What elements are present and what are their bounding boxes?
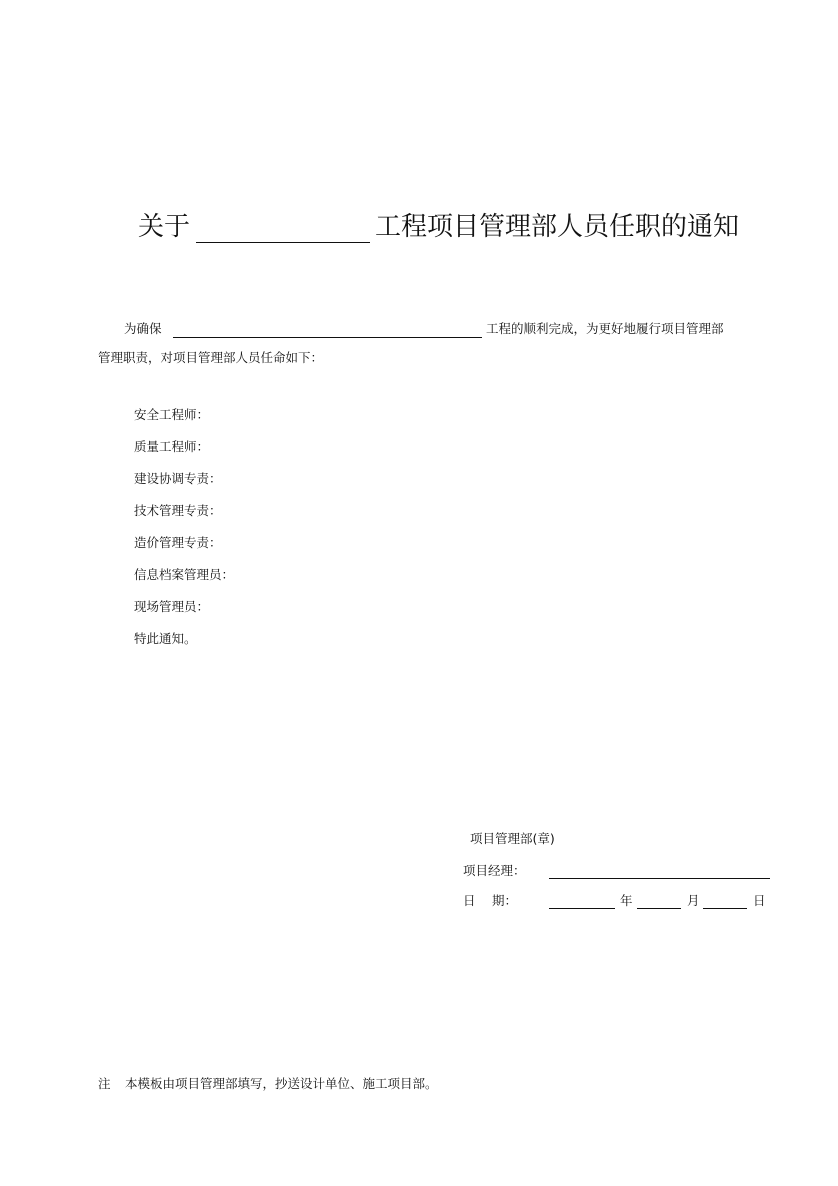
manager-label: 项目经理：	[463, 863, 526, 878]
day-blank[interactable]	[703, 908, 747, 909]
date-label: 日 期：	[463, 893, 517, 908]
role-cost: 造价管理专责：	[134, 535, 222, 550]
intro-project-blank[interactable]	[173, 337, 482, 338]
role-safety: 安全工程师：	[134, 407, 210, 422]
role-quality: 质量工程师：	[134, 439, 210, 454]
note-text: 本模板由项目管理部填写，抄送设计单位、施工项目部。	[125, 1076, 438, 1091]
intro-part2: 工程的顺利完成，为更好地履行项目管理部	[486, 321, 724, 336]
role-archive: 信息档案管理员：	[134, 567, 235, 582]
manager-blank[interactable]	[549, 878, 770, 879]
year-label: 年	[620, 893, 633, 908]
note-label: 注	[98, 1076, 111, 1091]
role-technical: 技术管理专责：	[134, 503, 222, 518]
day-label: 日	[753, 893, 766, 908]
dept-seal-label: 项目管理部(章)	[470, 831, 555, 846]
month-blank[interactable]	[637, 908, 681, 909]
month-label: 月	[687, 893, 700, 908]
intro-line2: 管理职责，对项目管理部人员任命如下：	[98, 350, 324, 365]
project-name-blank[interactable]	[196, 242, 370, 243]
role-coordination: 建设协调专责：	[134, 471, 222, 486]
intro-part1: 为确保	[124, 321, 162, 336]
title-suffix: 工程项目管理部人员任职的通知	[375, 212, 740, 242]
title-prefix: 关于	[138, 212, 191, 242]
role-site: 现场管理员：	[134, 599, 210, 614]
closing-text: 特此通知。	[134, 631, 197, 646]
year-blank[interactable]	[549, 908, 615, 909]
